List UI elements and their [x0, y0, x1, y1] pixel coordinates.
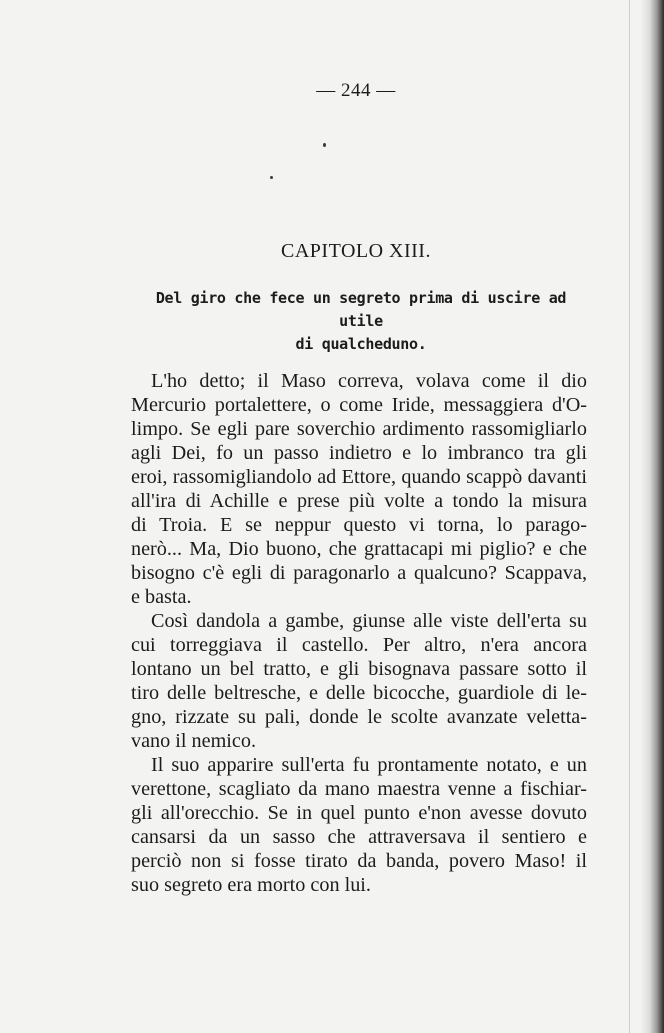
- subtitle-line: Del giro che fece un segreto prima di uscire ad utile: [155, 289, 567, 330]
- text-line: vano il nemico.: [131, 730, 257, 752]
- text-line: Mercurio portalettere, o come Iride, messaggiera d'O-: [131, 394, 587, 416]
- chapter-subtitle: [148, 287, 574, 356]
- text-line: limpo. Se egli pare soverchio ardimento rassomigliarlo: [131, 418, 587, 440]
- text-line: lontano un bel tratto, e gli bisognava passare sotto il: [131, 658, 587, 680]
- text-line: agli Dei, fo un passo indietro e lo imbranco tra gli: [131, 442, 587, 464]
- text-line: nerò... Ma, Dio buono, che grattacapi mi piglio? e che: [131, 538, 587, 560]
- text-line: cui torreggiava il castello. Per altro, n'era ancora: [131, 634, 587, 656]
- text-line: tiro delle beltresche, e delle bicocche, guardiole di le-: [131, 682, 587, 704]
- text-line: gno, rizzate su pali, donde le scolte avanzate veletta-: [131, 706, 587, 728]
- text-line: e basta.: [131, 586, 192, 608]
- text-line: L'ho detto; il Maso correva, volava come il dio: [151, 370, 587, 392]
- text-line: eroi, rassomigliandolo ad Ettore, quando scappò davanti: [131, 466, 587, 488]
- page-edge-shadow: [640, 0, 664, 1033]
- text-line: gli all'orecchio. Se in quel punto e'non avesse dovuto: [131, 802, 587, 824]
- text-line: all'ira di Achille e prese più volte a tondo la misura: [131, 490, 587, 512]
- page-number: — 244 —: [316, 80, 396, 101]
- text-line: bisogno c'è egli di paragonarlo a qualcuno? Scappava,: [131, 562, 587, 584]
- subtitle-line: di qualcheduno.: [295, 335, 427, 353]
- text-line: perciò non si fosse tirato da banda, povero Maso! il: [131, 850, 587, 872]
- chapter-body: [131, 369, 587, 897]
- page-fold-line: [629, 0, 630, 1033]
- text-line: verettone, scagliato da mano maestra venne a fischiar-: [131, 778, 587, 800]
- speck-mark: [270, 176, 273, 179]
- speck-mark: [323, 143, 326, 147]
- text-line: Il suo apparire sull'erta fu prontamente notato, e un: [151, 754, 587, 776]
- text-line: suo segreto era morto con lui.: [131, 874, 371, 896]
- text-line: Così dandola a gambe, giunse alle viste dell'erta su: [151, 610, 587, 632]
- text-line: cansarsi da un sasso che attraversava il sentiero e: [131, 826, 587, 848]
- chapter-title: CAPITOLO XIII.: [281, 240, 431, 262]
- text-line: di Troia. E se neppur questo vi torna, lo parago-: [131, 514, 587, 536]
